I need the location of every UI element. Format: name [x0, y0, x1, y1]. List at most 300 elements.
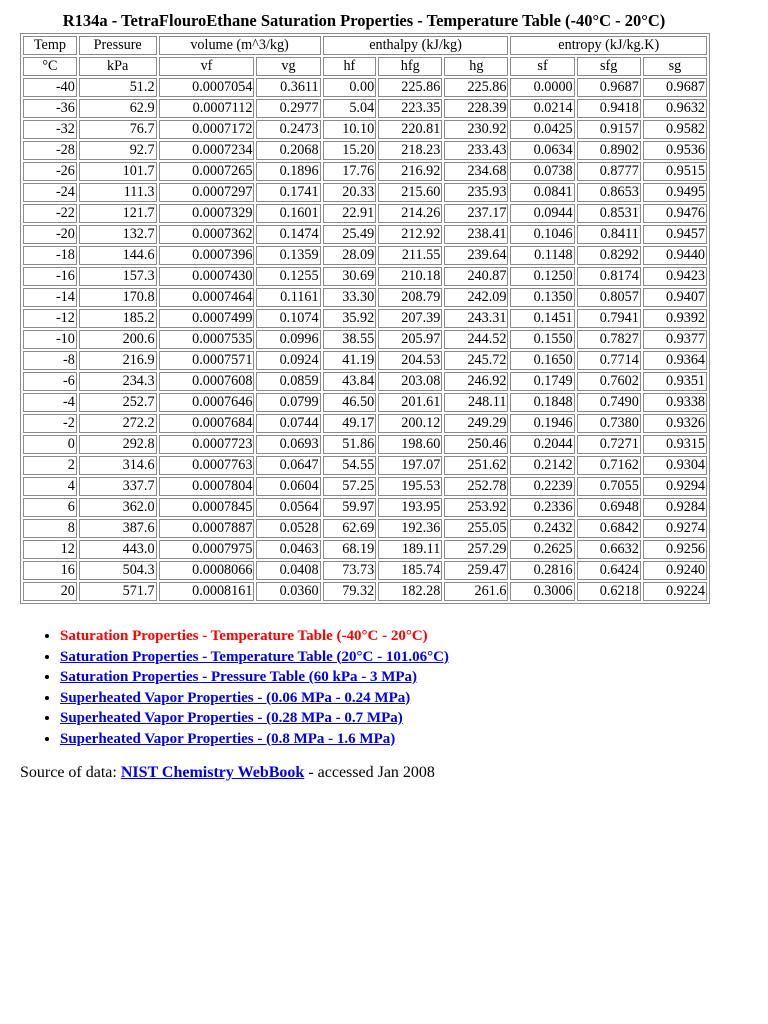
table-cell: 218.23	[378, 141, 442, 160]
table-cell: 0.1848	[510, 393, 574, 412]
table-cell: 0.9157	[577, 120, 641, 139]
table-cell: 0.0841	[510, 183, 574, 202]
table-row	[23, 288, 707, 307]
table-cell: 252.7	[79, 393, 157, 412]
table-cell: 203.08	[378, 372, 442, 391]
table-cell: 0.0693	[256, 435, 320, 454]
table-cell: -20	[23, 225, 77, 244]
header-volume: volume (m^3/kg)	[159, 36, 321, 55]
header-enthalpy: enthalpy (kJ/kg)	[323, 36, 509, 55]
table-cell: 0.0007054	[159, 78, 255, 97]
table-cell: 0.2473	[256, 120, 320, 139]
table-cell: -24	[23, 183, 77, 202]
table-cell: 0.2432	[510, 519, 574, 538]
table-cell: 0.0007297	[159, 183, 255, 202]
table-cell: 0.7490	[577, 393, 641, 412]
table-cell: 2	[23, 456, 77, 475]
table-cell: 261.6	[444, 582, 508, 601]
table-cell: 0.8902	[577, 141, 641, 160]
table-cell: 51.2	[79, 78, 157, 97]
table-row	[23, 183, 707, 202]
table-cell: 0.2336	[510, 498, 574, 517]
table-cell: -4	[23, 393, 77, 412]
table-cell: 0.2625	[510, 540, 574, 559]
table-cell: -12	[23, 309, 77, 328]
table-row	[23, 330, 707, 349]
table-cell: 0.7162	[577, 456, 641, 475]
table-cell: 255.05	[444, 519, 508, 538]
table-cell: 0.9224	[643, 582, 707, 601]
table-cell: 249.29	[444, 414, 508, 433]
source-line	[20, 763, 435, 783]
unit-header: vf	[159, 57, 255, 76]
table-cell: 0.9687	[643, 78, 707, 97]
table-cell: 16	[23, 561, 77, 580]
table-row	[23, 267, 707, 286]
table-cell: 0.0007234	[159, 141, 255, 160]
table-cell: 0.0007430	[159, 267, 255, 286]
table-cell: 0	[23, 435, 77, 454]
table-cell: 246.92	[444, 372, 508, 391]
table-cell: 0.0007396	[159, 246, 255, 265]
table-cell: 195.53	[378, 477, 442, 496]
table-cell: -6	[23, 372, 77, 391]
unit-header: vg	[256, 57, 320, 76]
table-cell: 0.0007975	[159, 540, 255, 559]
table-cell: 571.7	[79, 582, 157, 601]
table-cell: 216.9	[79, 351, 157, 370]
table-cell: 0.2816	[510, 561, 574, 580]
table-cell: 0.9351	[643, 372, 707, 391]
table-cell: 0.7602	[577, 372, 641, 391]
table-cell: 0.3611	[256, 78, 320, 97]
list-item	[60, 647, 449, 668]
table-cell: 252.78	[444, 477, 508, 496]
table-cell: 0.9457	[643, 225, 707, 244]
source-suffix: - accessed Jan 2008	[304, 764, 435, 781]
table-cell: 101.7	[79, 162, 157, 181]
unit-header: sg	[643, 57, 707, 76]
table-cell: 223.35	[378, 99, 442, 118]
table-cell: 144.6	[79, 246, 157, 265]
table-cell: 272.2	[79, 414, 157, 433]
table-cell: -10	[23, 330, 77, 349]
table-cell: -26	[23, 162, 77, 181]
table-cell: 0.8057	[577, 288, 641, 307]
table-cell: 337.7	[79, 477, 157, 496]
table-cell: 0.0647	[256, 456, 320, 475]
table-cell: 0.0007535	[159, 330, 255, 349]
list-item	[60, 729, 449, 750]
table-cell: 68.19	[323, 540, 377, 559]
table-cell: 211.55	[378, 246, 442, 265]
table-cell: 197.07	[378, 456, 442, 475]
table-cell: 0.0564	[256, 498, 320, 517]
table-cell: 212.92	[378, 225, 442, 244]
table-cell: 189.11	[378, 540, 442, 559]
table-cell: 0.0007362	[159, 225, 255, 244]
table-cell: 54.55	[323, 456, 377, 475]
table-cell: 41.19	[323, 351, 377, 370]
table-cell: 0.0007499	[159, 309, 255, 328]
table-cell: 0.9495	[643, 183, 707, 202]
table-cell: 182.28	[378, 582, 442, 601]
table-cell: 0.1474	[256, 225, 320, 244]
table-cell: 0.6948	[577, 498, 641, 517]
table-cell: -22	[23, 204, 77, 223]
table-cell: 28.09	[323, 246, 377, 265]
table-cell: 0.0007112	[159, 99, 255, 118]
unit-header: °C	[23, 57, 77, 76]
table-cell: 0.0425	[510, 120, 574, 139]
table-cell: 0.1749	[510, 372, 574, 391]
table-cell: 208.79	[378, 288, 442, 307]
table-row	[23, 225, 707, 244]
table-row	[23, 372, 707, 391]
table-cell: 248.11	[444, 393, 508, 412]
table-cell: 233.43	[444, 141, 508, 160]
table-row	[23, 435, 707, 454]
table-cell: 0.7827	[577, 330, 641, 349]
table-cell: 25.49	[323, 225, 377, 244]
table-cell: 0.0007464	[159, 288, 255, 307]
table-cell: -2	[23, 414, 77, 433]
table-cell: 0.7055	[577, 477, 641, 496]
table-cell: 0.9407	[643, 288, 707, 307]
table-cell: 0.1046	[510, 225, 574, 244]
table-cell: 0.0007723	[159, 435, 255, 454]
table-cell: 250.46	[444, 435, 508, 454]
current-page-label: Saturation Properties - Temperature Table (-40°C - 20°C)	[60, 628, 428, 644]
table-cell: 0.0360	[256, 582, 320, 601]
table-cell: 170.8	[79, 288, 157, 307]
table-cell: 0.9440	[643, 246, 707, 265]
table-cell: 0.9284	[643, 498, 707, 517]
table-cell: 200.6	[79, 330, 157, 349]
table-row	[23, 393, 707, 412]
table-row	[23, 204, 707, 223]
unit-header: hg	[444, 57, 508, 76]
list-item	[60, 688, 449, 709]
saturation-properties-table	[20, 33, 710, 604]
table-cell: 111.3	[79, 183, 157, 202]
table-cell: 0.9326	[643, 414, 707, 433]
table-row	[23, 540, 707, 559]
table-row	[23, 414, 707, 433]
table-cell: 253.92	[444, 498, 508, 517]
table-cell: 0.9240	[643, 561, 707, 580]
table-cell: 0.7714	[577, 351, 641, 370]
table-cell: 240.87	[444, 267, 508, 286]
table-cell: 237.17	[444, 204, 508, 223]
table-row	[23, 99, 707, 118]
unit-header: hf	[323, 57, 377, 76]
table-cell: 0.2239	[510, 477, 574, 496]
table-cell: 204.53	[378, 351, 442, 370]
table-cell: 0.9423	[643, 267, 707, 286]
table-cell: 0.1741	[256, 183, 320, 202]
table-cell: 193.95	[378, 498, 442, 517]
table-cell: 210.18	[378, 267, 442, 286]
table-cell: 0.2977	[256, 99, 320, 118]
table-row	[23, 78, 707, 97]
table-cell: 243.31	[444, 309, 508, 328]
table-row	[23, 309, 707, 328]
table-cell: 0.8292	[577, 246, 641, 265]
table-cell: 198.60	[378, 435, 442, 454]
table-cell: 6	[23, 498, 77, 517]
unit-header: sfg	[577, 57, 641, 76]
table-cell: 92.7	[79, 141, 157, 160]
table-cell: 0.6424	[577, 561, 641, 580]
table-row	[23, 351, 707, 370]
table-cell: 0.9274	[643, 519, 707, 538]
table-cell: 0.0007646	[159, 393, 255, 412]
table-cell: 387.6	[79, 519, 157, 538]
table-cell: 0.1250	[510, 267, 574, 286]
table-cell: 0.1350	[510, 288, 574, 307]
table-cell: 132.7	[79, 225, 157, 244]
table-cell: 0.8174	[577, 267, 641, 286]
table-cell: 0.0799	[256, 393, 320, 412]
table-cell: -36	[23, 99, 77, 118]
table-cell: 0.9392	[643, 309, 707, 328]
table-row	[23, 498, 707, 517]
table-cell: 443.0	[79, 540, 157, 559]
table-cell: 43.84	[323, 372, 377, 391]
table-cell: 504.3	[79, 561, 157, 580]
table-cell: 0.1074	[256, 309, 320, 328]
table-cell: 0.0007571	[159, 351, 255, 370]
list-item	[60, 626, 449, 647]
table-cell: 0.0924	[256, 351, 320, 370]
table-cell: 0.0007887	[159, 519, 255, 538]
table-cell: 234.3	[79, 372, 157, 391]
table-cell: 5.04	[323, 99, 377, 118]
table-row	[23, 519, 707, 538]
table-cell: 59.97	[323, 498, 377, 517]
table-cell: 0.1946	[510, 414, 574, 433]
table-cell: 205.97	[378, 330, 442, 349]
table-cell: 185.2	[79, 309, 157, 328]
related-table-link[interactable]: Superheated Vapor Properties - (0.28 MPa - 0.7 MPa)	[60, 710, 403, 726]
table-cell: 4	[23, 477, 77, 496]
table-cell: 0.9315	[643, 435, 707, 454]
table-cell: 0.0008066	[159, 561, 255, 580]
table-cell: 314.6	[79, 456, 157, 475]
table-cell: 22.91	[323, 204, 377, 223]
table-cell: 35.92	[323, 309, 377, 328]
list-item	[60, 667, 449, 688]
table-cell: 244.52	[444, 330, 508, 349]
table-cell: -8	[23, 351, 77, 370]
related-table-link[interactable]: Saturation Properties - Pressure Table (60 kPa - 3 MPa)	[60, 669, 418, 685]
table-cell: 0.2142	[510, 456, 574, 475]
table-cell: 0.0944	[510, 204, 574, 223]
related-table-link[interactable]: Superheated Vapor Properties - (0.06 MPa - 0.24 MPa)	[60, 689, 411, 706]
table-cell: 292.8	[79, 435, 157, 454]
table-cell: 0.9632	[643, 99, 707, 118]
table-cell: 157.3	[79, 267, 157, 286]
table-cell: 242.09	[444, 288, 508, 307]
table-cell: 33.30	[323, 288, 377, 307]
table-cell: 0.8411	[577, 225, 641, 244]
table-row	[23, 246, 707, 265]
table-cell: 12	[23, 540, 77, 559]
table-cell: 200.12	[378, 414, 442, 433]
table-cell: 214.26	[378, 204, 442, 223]
table-cell: 235.93	[444, 183, 508, 202]
table-cell: 0.9536	[643, 141, 707, 160]
table-cell: 225.86	[444, 78, 508, 97]
table-cell: 0.9687	[577, 78, 641, 97]
table-cell: 0.1255	[256, 267, 320, 286]
table-cell: 0.9476	[643, 204, 707, 223]
table-cell: 0.0744	[256, 414, 320, 433]
table-cell: 0.9418	[577, 99, 641, 118]
table-cell: 0.0007265	[159, 162, 255, 181]
table-cell: 0.9256	[643, 540, 707, 559]
table-cell: 0.0000	[510, 78, 574, 97]
table-cell: 238.41	[444, 225, 508, 244]
table-cell: 245.72	[444, 351, 508, 370]
table-cell: 362.0	[79, 498, 157, 517]
table-cell: 46.50	[323, 393, 377, 412]
table-cell: 0.2068	[256, 141, 320, 160]
table-row	[23, 120, 707, 139]
related-table-link[interactable]: Saturation Properties - Temperature Table (20°C - 101.06°C)	[60, 648, 449, 665]
table-cell: 0.9515	[643, 162, 707, 181]
table-cell: 0.0528	[256, 519, 320, 538]
table-cell: 0.6218	[577, 582, 641, 601]
unit-header: hfg	[378, 57, 442, 76]
table-cell: 51.86	[323, 435, 377, 454]
header-pressure: Pressure	[79, 36, 157, 55]
table-cell: -32	[23, 120, 77, 139]
nist-webbook-link[interactable]: NIST Chemistry WebBook	[120, 764, 305, 781]
table-cell: 207.39	[378, 309, 442, 328]
related-table-link[interactable]: Superheated Vapor Properties - (0.8 MPa - 1.6 MPa)	[60, 730, 396, 747]
table-cell: 0.0408	[256, 561, 320, 580]
table-row	[23, 582, 707, 601]
table-cell: 62.9	[79, 99, 157, 118]
table-cell: 62.69	[323, 519, 377, 538]
table-cell: 79.32	[323, 582, 377, 601]
table-cell: 0.6632	[577, 540, 641, 559]
table-cell: 15.20	[323, 141, 377, 160]
table-cell: 0.00	[323, 78, 377, 97]
table-cell: 0.1650	[510, 351, 574, 370]
table-cell: -14	[23, 288, 77, 307]
table-cell: 0.0214	[510, 99, 574, 118]
unit-header-row	[23, 57, 707, 76]
table-cell: -18	[23, 246, 77, 265]
header-entropy: entropy (kJ/kg.K)	[510, 36, 707, 55]
table-cell: 0.1161	[256, 288, 320, 307]
table-cell: 201.61	[378, 393, 442, 412]
table-cell: 0.0738	[510, 162, 574, 181]
table-cell: 0.0008161	[159, 582, 255, 601]
table-cell: 0.0463	[256, 540, 320, 559]
table-cell: 0.0007684	[159, 414, 255, 433]
table-cell: 0.0007329	[159, 204, 255, 223]
table-cell: 0.8531	[577, 204, 641, 223]
table-cell: 0.0996	[256, 330, 320, 349]
table-cell: 225.86	[378, 78, 442, 97]
table-cell: 0.1601	[256, 204, 320, 223]
table-cell: 76.7	[79, 120, 157, 139]
table-cell: 0.0634	[510, 141, 574, 160]
unit-header: kPa	[79, 57, 157, 76]
table-cell: 0.0007763	[159, 456, 255, 475]
table-cell: 17.76	[323, 162, 377, 181]
table-cell: 0.9364	[643, 351, 707, 370]
table-row	[23, 477, 707, 496]
header-temp: Temp	[23, 36, 77, 55]
table-cell: 0.9294	[643, 477, 707, 496]
table-cell: 8	[23, 519, 77, 538]
source-prefix: Source of data:	[20, 764, 121, 781]
table-cell: 0.6842	[577, 519, 641, 538]
table-cell: 259.47	[444, 561, 508, 580]
list-item	[60, 708, 449, 729]
table-cell: 0.3006	[510, 582, 574, 601]
table-cell: 0.8653	[577, 183, 641, 202]
table-cell: 10.10	[323, 120, 377, 139]
unit-header: sf	[510, 57, 574, 76]
table-row	[23, 162, 707, 181]
table-cell: 215.60	[378, 183, 442, 202]
table-row	[23, 561, 707, 580]
table-cell: 0.0007172	[159, 120, 255, 139]
table-cell: -28	[23, 141, 77, 160]
table-cell: 0.0859	[256, 372, 320, 391]
table-cell: 0.1148	[510, 246, 574, 265]
table-cell: 30.69	[323, 267, 377, 286]
table-cell: 234.68	[444, 162, 508, 181]
table-cell: 220.81	[378, 120, 442, 139]
table-cell: 257.29	[444, 540, 508, 559]
table-cell: 49.17	[323, 414, 377, 433]
table-cell: 0.0604	[256, 477, 320, 496]
table-cell: 38.55	[323, 330, 377, 349]
table-cell: 0.1896	[256, 162, 320, 181]
table-cell: 0.7380	[577, 414, 641, 433]
table-cell: 0.7941	[577, 309, 641, 328]
table-cell: 0.1359	[256, 246, 320, 265]
table-cell: 0.0007608	[159, 372, 255, 391]
table-cell: 185.74	[378, 561, 442, 580]
table-cell: 0.9338	[643, 393, 707, 412]
table-cell: 251.62	[444, 456, 508, 475]
table-cell: 0.9304	[643, 456, 707, 475]
table-cell: 230.92	[444, 120, 508, 139]
table-cell: 239.64	[444, 246, 508, 265]
table-cell: 0.1550	[510, 330, 574, 349]
table-cell: 0.2044	[510, 435, 574, 454]
related-tables-list	[20, 626, 449, 749]
table-cell: 57.25	[323, 477, 377, 496]
table-cell: 0.0007845	[159, 498, 255, 517]
page-title: R134a - TetraFlouroEthane Saturation Properties - Temperature Table (-40°C - 20°C)	[62, 11, 666, 30]
table-cell: 20.33	[323, 183, 377, 202]
table-cell: 0.9582	[643, 120, 707, 139]
table-cell: 0.9377	[643, 330, 707, 349]
table-cell: 0.7271	[577, 435, 641, 454]
table-cell: 192.36	[378, 519, 442, 538]
table-cell: 0.1451	[510, 309, 574, 328]
table-cell: 20	[23, 582, 77, 601]
